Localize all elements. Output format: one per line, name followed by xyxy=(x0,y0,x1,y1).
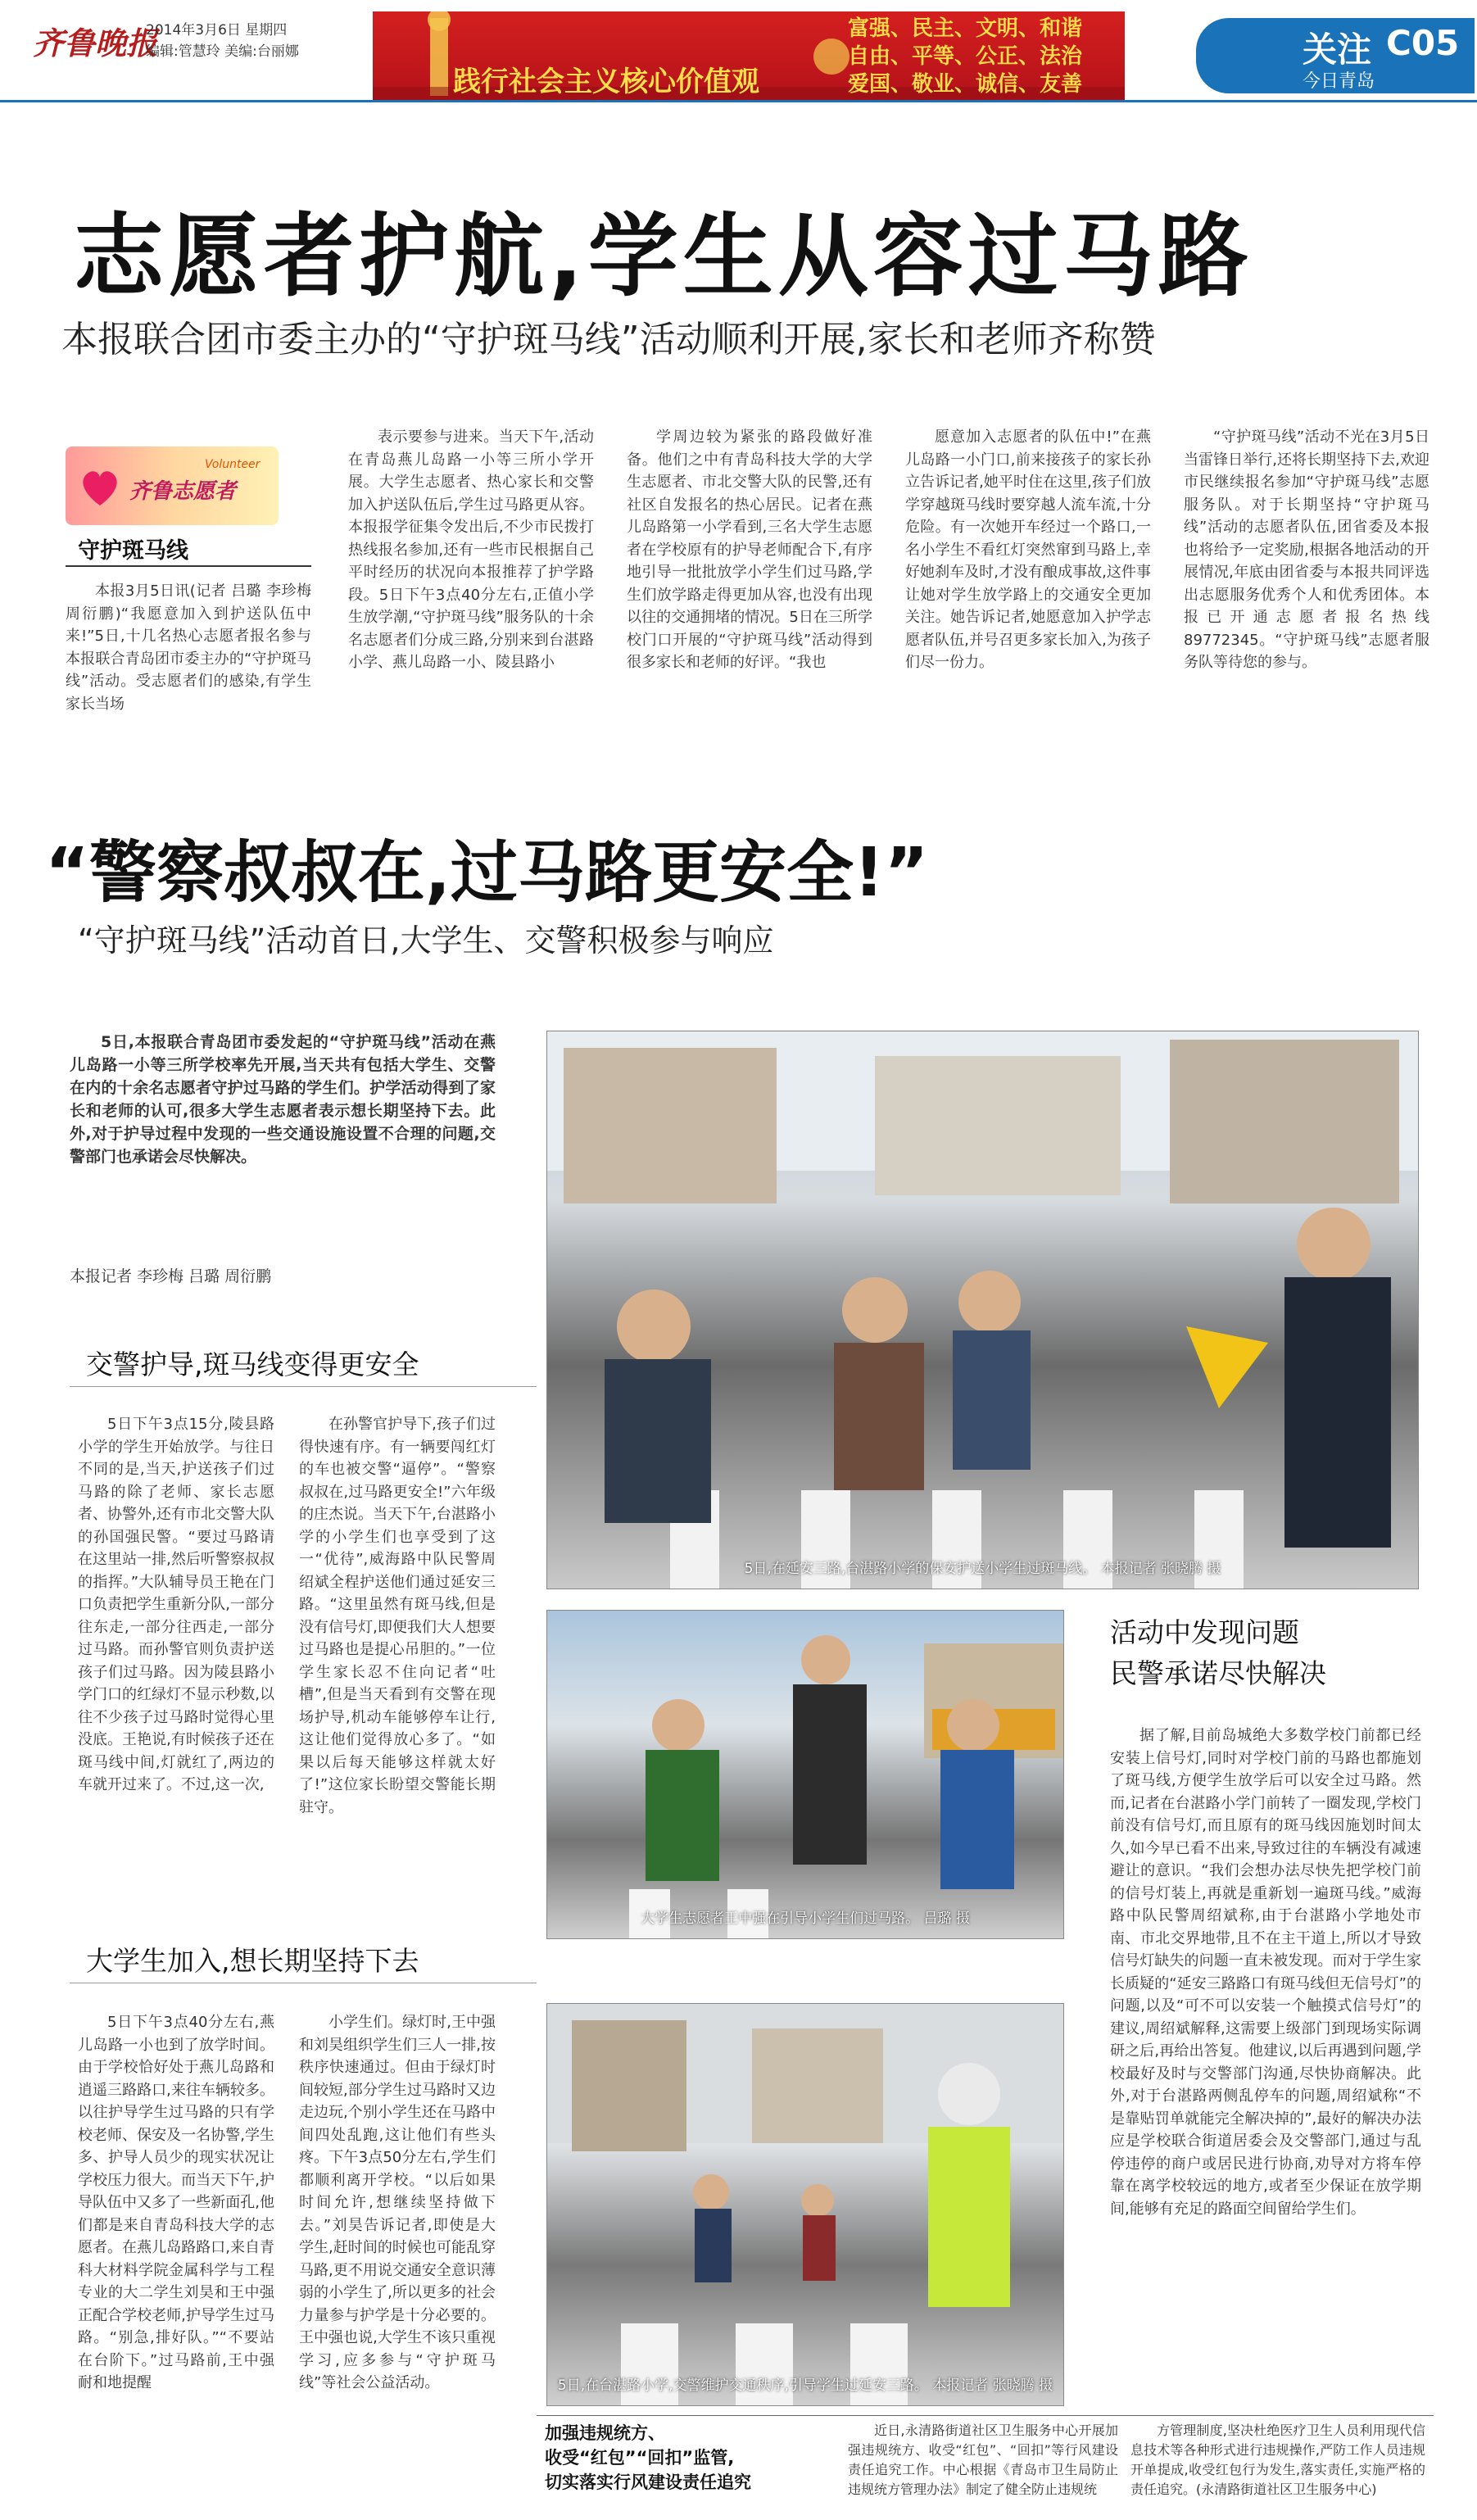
story2-paragraph: 在孙警官护导下,孩子们过得快速有序。有一辆要闯红灯的车也被交警“逼停”。“警察叔叔在,过马路更安全!”六年级的庄杰说。当天下午,台湛路小学的小学生们也享受到了这一“优待”,威海路中队民警周绍斌全程护送他们通过延安三路。“这里虽然有斑马线,但是没有信号灯,即便我们大人想要过马路也是提心吊胆的。”一位学生家长忍不住向记者“吐槽”,但是当天看到有交警在现场护导,机动车能够停车让行,这让他们觉得放心多了。“如果以后每天能够这样就太好了!”这位家长盼望交警能长期驻守。 xyxy=(299,1416,496,1816)
photo-students-crossing xyxy=(546,1031,1419,1589)
story1-column xyxy=(905,426,1151,741)
masthead xyxy=(0,0,1477,98)
masthead-rule xyxy=(0,100,1477,102)
subheading-students-join: 大学生加入,想长期坚持下去 xyxy=(86,1945,419,1977)
subheading-traffic-police: 交警护导,斑马线变得更安全 xyxy=(86,1348,419,1380)
photo-police-guiding xyxy=(546,2003,1064,2406)
story1-headline: 志愿者护航,学生从容过马路 xyxy=(74,204,1253,309)
story1-column xyxy=(66,580,311,744)
story2-byline: 本报记者 李珍梅 吕璐 周衍鹏 xyxy=(70,1267,272,1285)
bottom-rule xyxy=(537,2415,1434,2416)
values-line: 自由、平等、公正、法治 xyxy=(848,44,1083,69)
photo-caption: 5日,在台湛路小学,交警维护交通秩序,引导学生过延安三路。 本报记者 张晓腾 摄 xyxy=(557,2377,1053,2394)
story3-headline-line: 收受“红包”“回扣”监管, xyxy=(545,2448,735,2468)
story3-column xyxy=(1130,2421,1425,2511)
story2-paragraph: 小学生们。绿灯时,王中强和刘昊组织学生们三人一排,按秩序快速通过。但由于绿灯时间较短,部分学生过马路时又边走边玩,个别小学生还在马路中间四处乱跑,这让他们有些头疼。下午3点50分左右,学生们都顺利离开学校。“以后如果时间允许,想继续坚持做下去。”刘昊告诉记者,即使是大学生,赶时间的时候也可能乱穿马路,更不用说交通安全意识薄弱的小学生了,所以更多的社会力量参与护学是十分必要的。王中强也说,大学生不该只重视学习,应多参与“守护斑马线”等社会公益活动。 xyxy=(299,2014,496,2391)
subheading-rule xyxy=(70,1386,537,1387)
story3-headline-line: 切实落实行风建设责任追究 xyxy=(545,2472,751,2492)
story3-paragraph: 方管理制度,坚决杜绝医疗卫生人员利用现代信息技术等各种形式进行违规操作,严防工作人员违规开单提成,收受红包行为发生,落实责任,实施严格的责任追究。(永清路街道社区卫生服务中心) xyxy=(1130,2423,1425,2497)
banner-slogan: 践行社会主义核心价值观 xyxy=(453,66,759,98)
heart-hands-icon xyxy=(75,461,125,510)
volunteer-logo xyxy=(66,446,279,525)
police-scene-icon xyxy=(547,2004,1063,2405)
story2-intro xyxy=(70,1031,496,1235)
story3-paragraph: 近日,永清路街道社区卫生服务中心开展加强违规统方、收受“红包”、“回扣”等行风建设责任追究工作。中心根据《青岛市卫生局防止违规统方管理办法》制定了健全防止违规统 xyxy=(848,2423,1118,2497)
story2-paragraph: 5日下午3点15分,陵县路小学的学生开始放学。与往日不同的是,当天,护送孩子们过马路的除了老师、家长志愿者、协警外,还有市北交警大队的孙国强民警。“要过马路请在这里站一排,然后听警察叔叔的指挥。”大队辅导员王艳在门口负责把学生重新分队,一部分往东走,一部分往西走,一部分过马路。而孙警官则负责护送孩子们过马路。因为陵县路小学门口的红绿灯不显示秒数,以往不少孩子过马路时觉得心里没底。王艳说,有时候孩子还在斑马线中间,灯就红了,两边的车就开过来了。不过,这一次, xyxy=(78,1416,274,1793)
photo-caption: 5日,在延安三路,台湛路小学的保安护送小学生过斑马线。 本报记者 张晓腾 摄 xyxy=(744,1561,1221,1577)
story2-column xyxy=(78,2011,274,2503)
logo-volunteer-text: Volunteer xyxy=(205,458,261,471)
volunteer-scene-icon xyxy=(547,1611,1063,1938)
story1-column xyxy=(1184,426,1429,741)
section-tab xyxy=(1196,18,1475,93)
story1-column xyxy=(627,426,872,741)
core-values-banner xyxy=(373,11,1125,102)
photo-volunteer-guiding xyxy=(546,1610,1064,1939)
story2-subheadline: “守护斑马线”活动首日,大学生、交警积极参与响应 xyxy=(78,922,774,959)
editor-line: 编辑:管慧玲 美编:台丽娜 xyxy=(146,43,299,60)
story1-paragraph: 学周边较为紧张的路段做好准备。他们之中有青岛科技大学的大学生志愿者、市北交警大队的民警,还有社区自发报名的热心居民。记者在燕儿岛路第一小学看到,三名大学生志愿者在学校原有的护导老师配合下,有序地引导一批批放学小学生们过马路,学生们放学路走得更加从容,也没有出现以往的交通拥堵的情况。5日在三所学校门口开展的“守护斑马线”活动得到很多家长和老师的好评。“我也 xyxy=(627,428,872,671)
values-line: 爱国、敬业、诚信、友善 xyxy=(848,72,1083,97)
story1-paragraph: 愿意加入志愿者的队伍中!”在燕儿岛路一小门口,前来接孩子的家长孙立告诉记者,她平时住在这里,孩子们放学穿越斑马线时要穿越人流车流,十分危险。有一次她开车经过一个路口,一名小学生不看红灯突然窜到马路上,幸好她刹车及时,才没有酿成事故,这件事让她对学生放学路上的交通安全更加关注。她告诉记者,她愿意加入护学志愿者队伍,并号召更多家长加入,为孩子们尽一份力。 xyxy=(905,428,1151,671)
story2-column xyxy=(78,1413,274,1917)
story2-paragraph: 据了解,目前岛城绝大多数学校门前都已经安装上信号灯,同时对学校门前的马路也都施划了斑马线,方便学生放学后可以安全过马路。然而,记者在台湛路小学门前转了一圈发现,学校门前没有信号灯,而且原有的斑马线因施划时间太久,如今早已看不出来,导致过往的车辆没有减速避让的意识。“我们会想办法尽快先把学校门前的信号灯装上,再就是重新划一遍斑马线。”威海路中队民警周绍斌称,由于台湛路小学地处市南、市北交界地带,且不在主干道上,所以才导致信号灯缺失的问题一直未被发现。而对于学生家长质疑的“延安三路路口有斑马线但无信号灯”的问题,以及“可不可以安装一个触摸式信号灯”的建议,周绍斌解释,这需要上级部门到现场实际调研之后,再给出答复。他建议,以后再遇到问题,学校最好及时与交警部门沟通,尽快协商解决。此外,对于台湛路两侧乱停车的问题,周绍斌称“不是靠贴罚单就能完全解决掉的”,最好的解决办法应是学校联合街道居委会及交警部门,通过与乱停违停的商户或居民进行协商,劝导对方将车停靠在离学校较远的地方,或者至少保证在放学期间,能够有充足的路面空间留给学生们。 xyxy=(1110,1727,1421,2218)
story2-headline: “警察叔叔在,过马路更安全!” xyxy=(45,834,929,912)
story1-paragraph: “守护斑马线”活动不光在3月5日当雷锋日举行,还将长期坚持下去,欢迎市民继续报名参加“守护斑马线”志愿服务队。对于长期坚持“守护斑马线”活动的志愿者队伍,团省委及本报也将给予一定奖励,根据各地活动的开展情况,年底由团省委与本报共同评选出志愿服务优秀个人和优秀团体。本报已开通志愿者报名热线89772345。“守护斑马线”志愿者服务队等待您的参与。 xyxy=(1184,428,1429,671)
story1-subheadline: 本报联合团市委主办的“守护斑马线”活动顺利开展,家长和老师齐称赞 xyxy=(61,319,1156,360)
values-list xyxy=(848,15,1082,98)
column-label: 守护斑马线 xyxy=(78,538,188,564)
story2-right-column xyxy=(1110,1725,1421,2409)
column-label-underline xyxy=(66,565,311,567)
issue-date: 2014年3月6日 星期四 xyxy=(146,22,288,39)
story3-headline-line: 加强违规统方、 xyxy=(545,2423,665,2443)
subheading-problems-line: 活动中发现问题 xyxy=(1110,1616,1299,1648)
values-line: 富强、民主、文明、和谐 xyxy=(848,16,1083,41)
story2-column xyxy=(299,1413,496,1917)
subheading-problems-line: 民警承诺尽快解决 xyxy=(1110,1657,1326,1689)
story2-column xyxy=(299,2011,496,2503)
zebra-crossing-icon xyxy=(547,1031,1418,1589)
story1-column xyxy=(348,426,594,741)
logo-text: 齐鲁志愿者 xyxy=(129,479,237,504)
story2-paragraph: 5日下午3点40分左右,燕儿岛路一小也到了放学时间。由于学校恰好处于燕儿岛路和逍遥三路路口,来往车辆较多。以往护导学生过马路的只有学校老师、保安及一名协警,学生多、护导人员少的现实状况让学校压力很大。而当天下午,护导队伍中又多了一些新面孔,他们都是来自青岛科技大学的志愿者。在燕儿岛路路口,来自青科大材料学院金属科学与工程专业的大二学生刘昊和王中强正配合学校老师,护导学生过马路。“别急,排好队。”“不要站在台阶下。”过马路前,王中强耐和地提醒 xyxy=(78,2014,274,2391)
photo-caption: 大学生志愿者王中强在引导小学生们过马路。 吕璐 摄 xyxy=(641,1910,970,1927)
story3-headline xyxy=(545,2421,856,2495)
story1-paragraph: 本报3月5日讯(记者 吕璐 李珍梅 周衍鹏)“我愿意加入到护送队伍中来!”5日,十几名热心志愿者报名参与本报联合青岛团市委主办的“守护斑马线”活动。受志愿者们的感染,有学生家长当场 xyxy=(66,582,311,713)
section-name: 关注 xyxy=(1303,29,1372,70)
story2-intro-paragraph: 5日,本报联合青岛团市委发起的“守护斑马线”活动在燕儿岛路一小等三所学校率先开展,当天共有包括大学生、交警在内的十余名志愿者守护过马路的学生们。护学活动得到了家长和老师的认可,很多大学生志愿者表示想长期坚持下去。此外,对于护导过程中发现的一些交通设施设置不合理的问题,交警部门也承诺会尽快解决。 xyxy=(70,1033,496,1166)
section-subtitle: 今日青岛 xyxy=(1303,71,1375,92)
story3-column xyxy=(848,2421,1118,2511)
subheading-problems xyxy=(1110,1612,1326,1694)
page-number: C05 xyxy=(1386,23,1460,63)
story1-paragraph: 表示要参与进来。当天下午,活动在青岛燕儿岛路一小等三所小学开展。大学生志愿者、热心家长和交警加入护送队伍后,学生过马路更从容。本报报学征集令发出后,不少市民拨打热线报名参加,还有一些市民根据自己平时经历的状况向本报推荐了护学路段。5日下午3点40分左右,正值小学生放学潮,“守护斑马线”服务队的十余名志愿者们分成三路,分别来到台湛路小学、燕儿岛路一小、陵县路小 xyxy=(348,428,594,671)
newspaper-logo: 齐鲁晚报 xyxy=(33,25,158,61)
